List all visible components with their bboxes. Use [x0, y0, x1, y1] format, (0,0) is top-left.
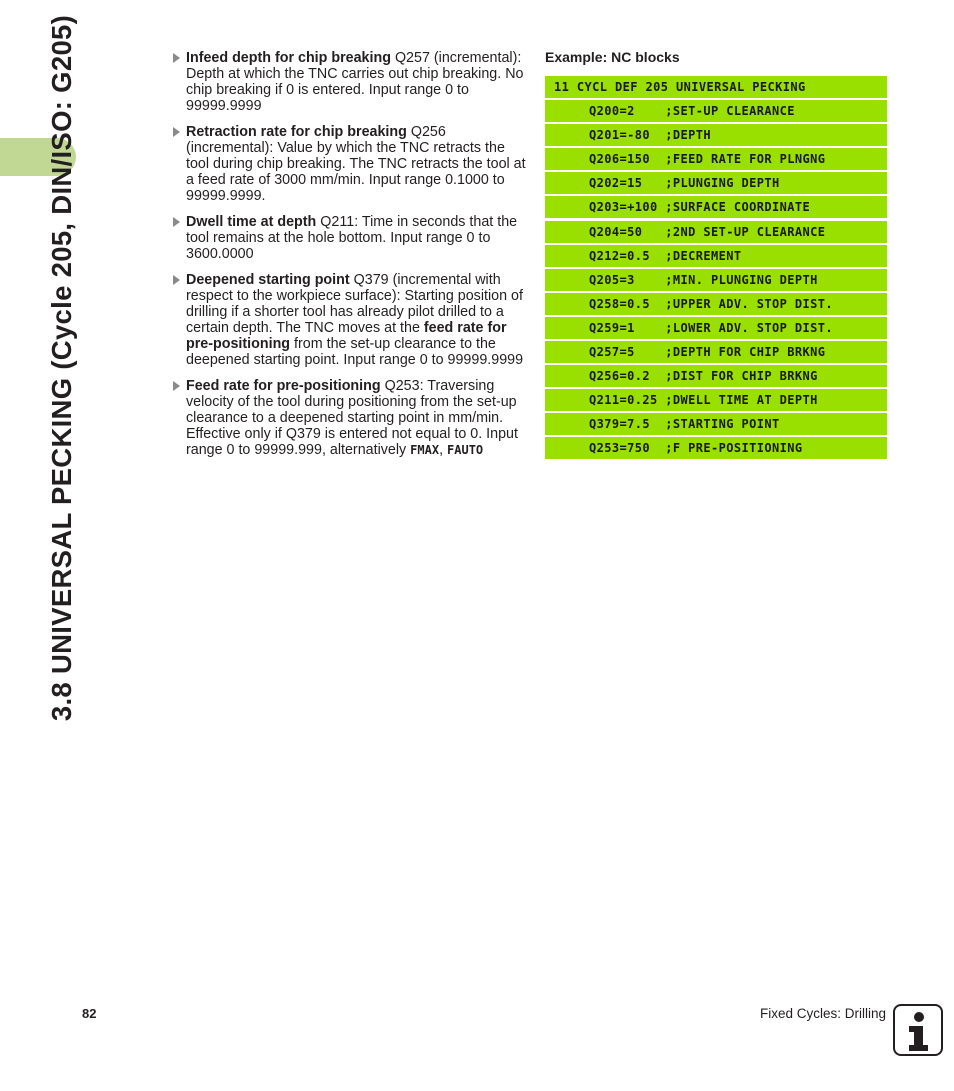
param-id: Q379: [353, 272, 389, 288]
page-number: 82: [82, 1006, 97, 1021]
param-desc-emphasis: feed rate for pre-positioning: [186, 320, 507, 352]
param-desc: : Traversing velocity of the tool during positioning from the set-up clearance to a deepened starting point in mm/min. Effective only if Q379 is entered not equal to 0. Input range 0 to 99999.999, alternatively: [186, 378, 518, 458]
nc-block-row: Q206=150 ;FEED RATE FOR PLNGNG: [545, 148, 887, 170]
param-desc: (incremental with respect to the workpiece surface): Starting position of drilling if a shorter tool has already pilot drilled to a certain depth. The TNC moves at the: [186, 272, 523, 336]
nc-block-list: [545, 76, 887, 462]
arrow-bullet-icon: [173, 381, 180, 391]
code-fauto: FAUTO: [447, 443, 484, 457]
nc-block-row: Q203=+100 ;SURFACE COORDINATE: [545, 196, 887, 218]
param-desc: (incremental): Depth at which the TNC carries out chip breaking. No chip breaking if 0 is entered. Input range 0 to 99999.9999: [186, 50, 524, 114]
code-fmax: FMAX: [410, 443, 440, 457]
nc-example-heading: Example: NC blocks: [545, 49, 680, 65]
nc-block-row: Q204=50 ;2ND SET-UP CLEARANCE: [545, 221, 887, 243]
footer-chapter-title: Fixed Cycles: Drilling: [759, 1006, 886, 1021]
param-id: Q253: [384, 378, 420, 394]
param-infeed-depth: [172, 50, 528, 114]
param-desc: (incremental): Value by which the TNC retracts the tool during chip breaking. The TNC retracts the tool at a feed rate of 3000 mm/min. Input range 0.1000 to 99999.9999.: [186, 140, 526, 204]
arrow-bullet-icon: [173, 127, 180, 137]
param-dwell-time: [172, 214, 528, 262]
param-name: Deepened starting point: [186, 272, 350, 288]
param-id: Q257: [394, 50, 430, 66]
info-icon: [893, 1004, 943, 1056]
info-glyph: [895, 1006, 941, 1054]
param-id: Q211: [320, 214, 355, 230]
arrow-bullet-icon: [173, 53, 180, 63]
param-name: Feed rate for pre-positioning: [186, 378, 381, 394]
param-name: Infeed depth for chip breaking: [186, 50, 391, 66]
arrow-bullet-icon: [173, 275, 180, 285]
param-name: Retraction rate for chip breaking: [186, 124, 407, 140]
nc-block-row: Q379=7.5 ;STARTING POINT: [545, 413, 887, 435]
nc-block-row: Q253=750 ;F PRE-POSITIONING: [545, 437, 887, 459]
nc-block-row: Q202=15 ;PLUNGING DEPTH: [545, 172, 887, 194]
param-desc: : Time in seconds that the tool remains at the hole bottom. Input range 0 to 3600.0000: [186, 214, 518, 262]
arrow-bullet-icon: [173, 217, 180, 227]
code-separator: ,: [439, 442, 444, 458]
nc-block-row: 11 CYCL DEF 205 UNIVERSAL PECKING: [545, 76, 887, 98]
nc-block-row: Q211=0.25 ;DWELL TIME AT DEPTH: [545, 389, 887, 411]
chapter-side-title: 3.8 UNIVERSAL PECKING (Cycle 205, DIN/ISO: G205): [46, 14, 77, 722]
param-name: Dwell time at depth: [186, 214, 317, 230]
nc-block-row: Q258=0.5 ;UPPER ADV. STOP DIST.: [545, 293, 887, 315]
nc-block-row: Q212=0.5 ;DECREMENT: [545, 245, 887, 267]
param-id: Q256: [410, 124, 446, 140]
param-desc: from the set-up clearance to the deepened starting point. Input range 0 to 99999.9999: [186, 336, 524, 368]
nc-block-row: Q257=5 ;DEPTH FOR CHIP BRKNG: [545, 341, 887, 363]
nc-block-row: Q205=3 ;MIN. PLUNGING DEPTH: [545, 269, 887, 291]
nc-block-row: Q200=2 ;SET-UP CLEARANCE: [545, 100, 887, 122]
parameter-list: [172, 50, 528, 468]
param-deepened-start: [172, 272, 528, 368]
nc-block-row: Q259=1 ;LOWER ADV. STOP DIST.: [545, 317, 887, 339]
nc-block-row: Q201=-80 ;DEPTH: [545, 124, 887, 146]
param-feed-prepositioning: [172, 378, 528, 458]
nc-block-row: Q256=0.2 ;DIST FOR CHIP BRKNG: [545, 365, 887, 387]
param-retraction-rate: [172, 124, 528, 204]
